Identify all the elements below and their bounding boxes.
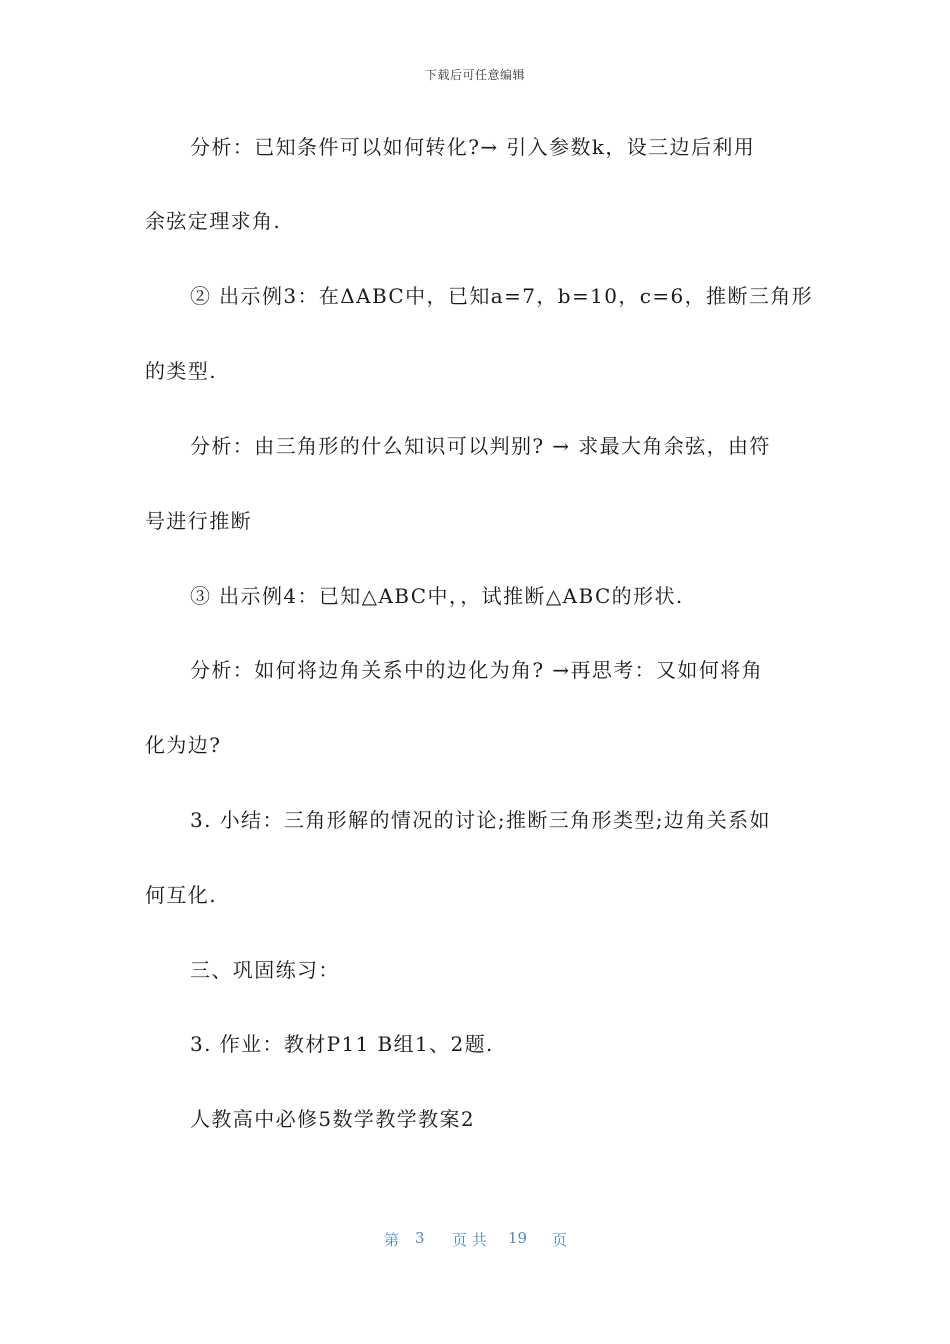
footer-ye-gong: 页 共 [452,1231,487,1249]
footer-di: 第 [384,1231,400,1249]
page-header-note: 下载后可任意编辑 [424,68,525,82]
analysis-line-2-cont: 号进行推断 [145,509,252,533]
example-3-line: ② 出示例3：在ΔABC中，已知a=7，b=10，c=6，推断三角形 [190,284,814,308]
analysis-line-3-cont: 化为边? [145,733,222,757]
footer-total-pages: 19 [508,1229,528,1247]
analysis-line-2: 分析：由三角形的什么知识可以判别? → 求最大角余弦，由符 [190,434,771,458]
analysis-line-3: 分析：如何将边角关系中的边化为角? →再思考：又如何将角 [190,658,764,682]
example-3-line-cont: 的类型. [145,359,217,383]
analysis-line-1: 分析：已知条件可以如何转化?→ 引入参数k，设三边后利用 [190,135,756,159]
analysis-line-1-cont: 余弦定理求角. [145,209,282,233]
lesson-plan-title: 人教高中必修5数学教学教案2 [190,1107,476,1131]
summary-line-cont: 何互化. [145,883,217,907]
section-heading-practice: 三、巩固练习： [190,958,340,982]
summary-line: 3. 小结：三角形解的情况的讨论;推断三角形类型;边角关系如 [190,808,771,832]
footer-ye: 页 [552,1231,568,1249]
footer-page-number: 3 [415,1229,425,1247]
homework-line: 3. 作业：教材P11 B组1、2题. [190,1032,494,1056]
example-4-line: ③ 出示例4：已知△ABC中，，试推断△ABC的形状. [190,584,684,608]
